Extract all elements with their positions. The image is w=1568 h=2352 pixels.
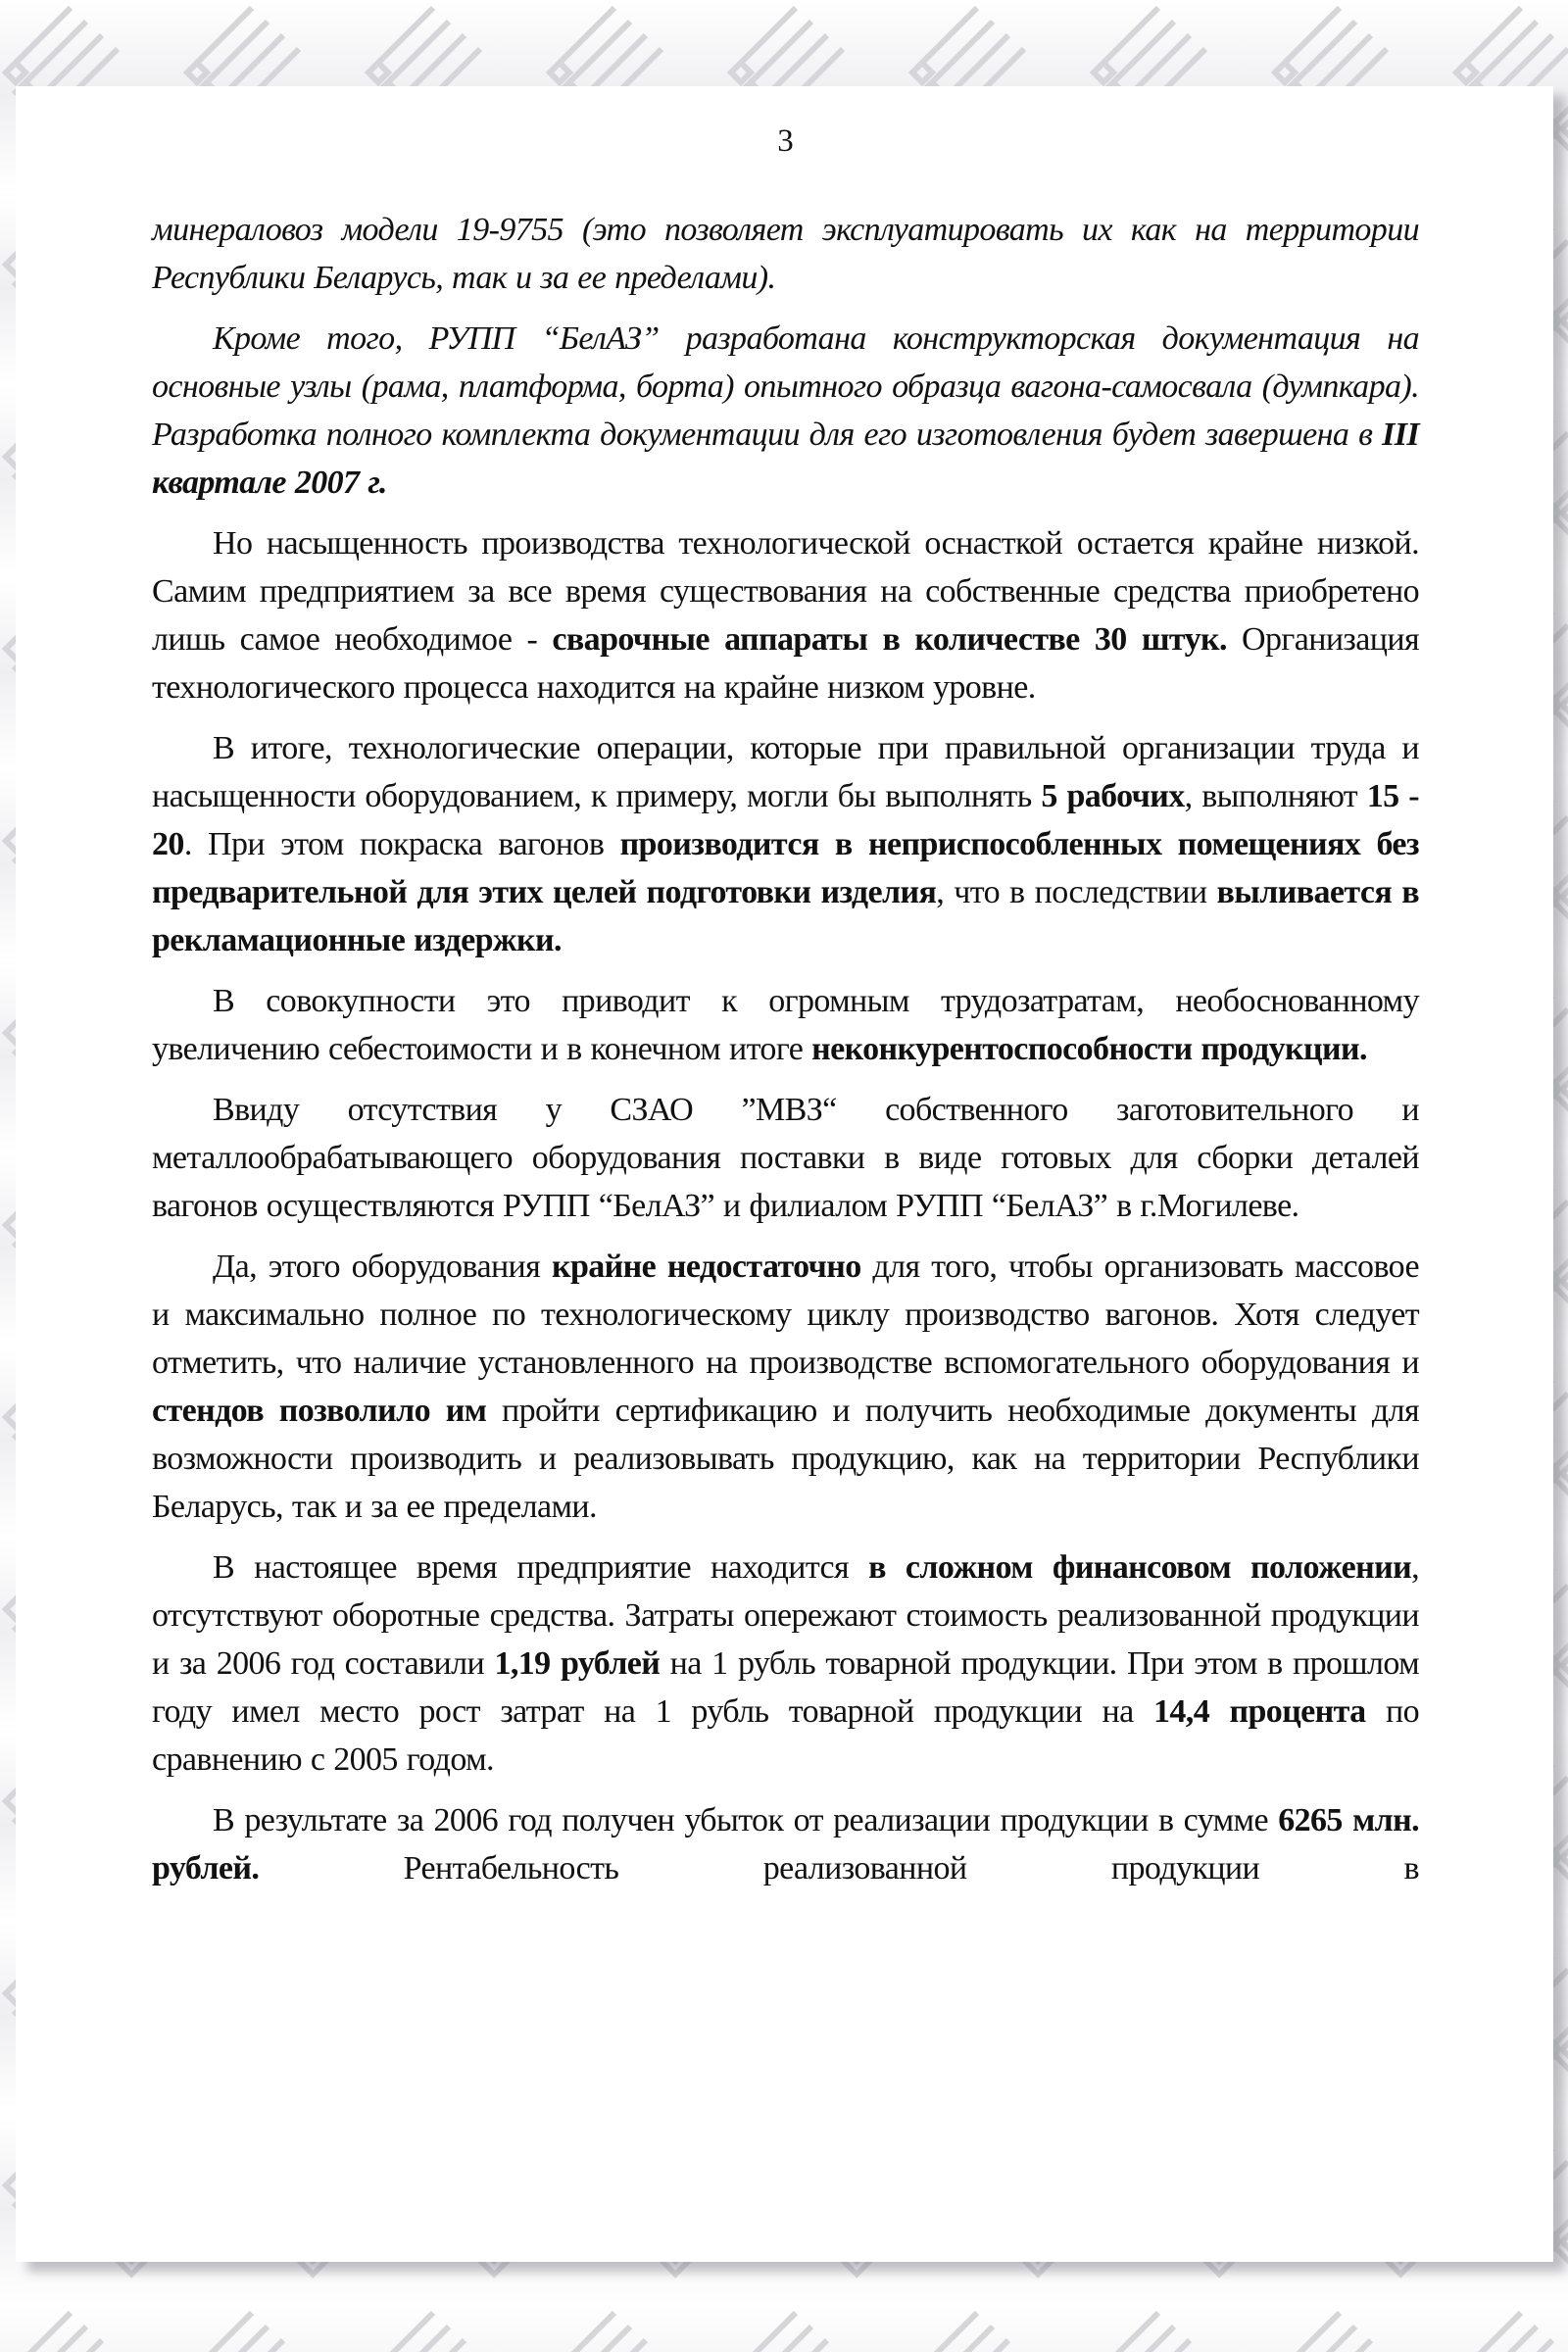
text-run: минераловоз модели 19-9755 (это позволяет эксплуатировать их как на территории Республики Беларусь, так и за ее пределами).: [152, 212, 1419, 296]
text-run: 5 рабочих: [1041, 778, 1185, 814]
paragraph: [152, 724, 1419, 964]
text-run: В настоящее время предприятие находится: [213, 1549, 869, 1586]
text-run: . При этом покраска вагонов: [183, 826, 620, 862]
paragraph: [152, 1086, 1419, 1230]
text-run: на 1 рубль товарной продукции. При этом в прошлом году имел место рост затрат на 1 рубль товарной продукции на: [152, 1645, 1419, 1730]
text-run: Но насыщенность производства технологической оснасткой остается крайне низкой. Самим предприятием за все время существования на собственные средства приобретено лишь самое необходимое -: [152, 525, 1419, 658]
text-run: пройти сертификацию и получить необходимые документы для возможности производить и реализовывать продукцию, как на территории Республики Беларусь, так и за ее пределами.: [152, 1393, 1419, 1525]
text-run: В совокупности это приводит к огромным трудозатратам, необоснованному увеличению себестоимости и в конечном итоге: [152, 983, 1419, 1067]
text-run: сварочные аппараты в количестве 30 штук.: [552, 621, 1227, 658]
text-run: по сравнению с 2005 годом.: [152, 1693, 1419, 1778]
text-run: , отсутствуют оборотные средства. Затраты опережают стоимость реализованной продукции и за 2006 год составили: [152, 1549, 1419, 1682]
text-run: 15 - 20: [152, 778, 1419, 862]
text-run: Кроме того, РУПП “БелАЗ” разработана конструкторская документация на основные узлы (рама, платформа, борта) опытного образца вагона-самосвала (думпкара). Разработка полного комплекта документации для его изготовления будет завершена в: [152, 320, 1419, 453]
text-run: , что в последствии: [936, 874, 1217, 910]
text-run: 14,4 процента: [1153, 1693, 1366, 1730]
text-run: 6265 млн. рублей.: [152, 1802, 1419, 1886]
text-run: стендов позволило им: [152, 1393, 487, 1429]
document-page: [16, 86, 1553, 2262]
text-run: Ввиду отсутствия у СЗАО ”МВЗ“ собственного заготовительного и металлообрабатывающего оборудования поставки в виде готовых для сборки деталей вагонов осуществляются РУПП “БелАЗ” и филиалом РУПП “БелАЗ” в г.Могилеве.: [152, 1092, 1419, 1224]
text-run: крайне недостаточно: [551, 1249, 861, 1285]
text-run: Да, этого оборудования: [213, 1249, 552, 1285]
page-content: [16, 86, 1553, 1892]
text-run: , выполняют: [1184, 778, 1367, 814]
text-run: для того, чтобы организовать массовое и максимально полное по технологическому циклу производство вагонов. Хотя следует отметить, что наличие установленного на производстве вспомогательного оборудования и: [152, 1249, 1419, 1381]
paragraph: [152, 315, 1419, 507]
paragraph: [152, 977, 1419, 1073]
text-run: Организация технологического процесса находится на крайне низком уровне.: [152, 621, 1419, 706]
text-run: выливается в рекламационные издержки.: [152, 874, 1420, 958]
paragraph: [152, 1796, 1419, 1892]
paragraph: [152, 519, 1419, 711]
page-number: 3: [777, 123, 794, 159]
paragraph: [152, 1243, 1419, 1531]
paragraph: [152, 206, 1419, 302]
text-run: В итоге, технологические операции, которые при правильной организации труда и насыщенности оборудованием, к примеру, могли бы выполнять: [152, 730, 1419, 814]
text-run: Рентабельность реализованной продукции в: [259, 1850, 1419, 1886]
text-run: производится в неприспособленных помещениях без предварительной для этих целей подготовки изделия: [152, 826, 1419, 910]
text-run: 1,19 рублей: [494, 1645, 661, 1682]
text-run: неконкурентоспособности продукции.: [811, 1031, 1367, 1067]
text-run: в сложном финансовом положении: [868, 1549, 1412, 1586]
text-run: III квартале 2007 г.: [152, 416, 1419, 501]
paragraph: [152, 1544, 1419, 1784]
document-body: [152, 206, 1419, 1892]
text-run: В результате за 2006 год получен убыток от реализации продукции в сумме: [213, 1802, 1279, 1838]
